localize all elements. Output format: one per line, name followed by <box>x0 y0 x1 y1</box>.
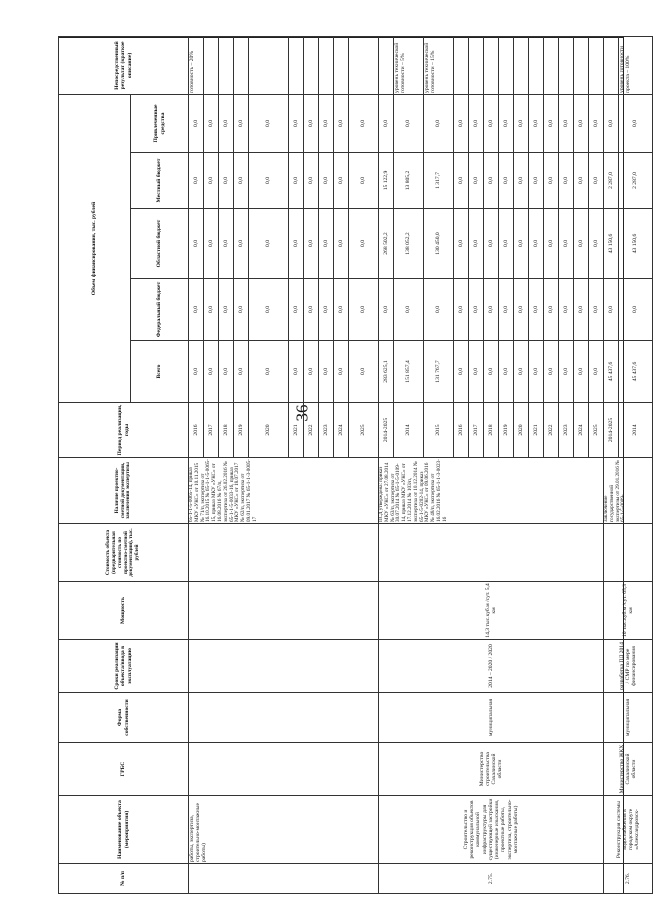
local-cell: 0,0 <box>349 153 379 209</box>
year-cell: 2014-2025 <box>604 403 619 458</box>
year-cell: 2025 <box>589 403 604 458</box>
attracted-cell: 0,0 <box>249 94 289 152</box>
federal-cell: 0,0 <box>499 279 514 341</box>
total-cell: 0,0 <box>544 341 559 403</box>
header-federal: Федеральный бюджет <box>131 279 189 341</box>
year-cell: 2019 <box>499 403 514 458</box>
header-terms: Сроки реализации объекта/ввода в эксплуатацию <box>59 640 189 693</box>
federal-cell: 0,0 <box>469 279 484 341</box>
federal-cell: 0,0 <box>514 279 529 341</box>
attracted-cell: 0,0 <box>499 94 514 152</box>
local-cell: 0,0 <box>574 153 589 209</box>
attracted-cell: 0,0 <box>379 94 394 152</box>
local-cell: 0,0 <box>499 153 514 209</box>
regional-cell: 138 052,2 <box>394 209 424 279</box>
total-cell: 0,0 <box>589 341 604 403</box>
total-cell: 0,0 <box>189 341 204 403</box>
attracted-cell: 0,0 <box>219 94 234 152</box>
regional-cell: 130 450,0 <box>424 209 454 279</box>
local-cell: 2 287,0 <box>619 153 653 209</box>
federal-cell: 0,0 <box>349 279 379 341</box>
total-cell: 45 437,6 <box>619 341 653 403</box>
header-num: № п/п <box>59 864 189 894</box>
result-cell <box>454 36 469 94</box>
regional-cell: 43 150,6 <box>619 209 653 279</box>
local-cell: 0,0 <box>544 153 559 209</box>
total-cell: 0,0 <box>204 341 219 403</box>
local-cell: 0,0 <box>234 153 249 209</box>
attracted-cell: 0,0 <box>514 94 529 152</box>
table-row <box>379 36 394 893</box>
local-cell: 0,0 <box>529 153 544 209</box>
result-cell <box>289 36 304 94</box>
federal-cell: 0,0 <box>189 279 204 341</box>
year-cell: 2023 <box>319 403 334 458</box>
local-cell: 0,0 <box>249 153 289 209</box>
year-cell: 2017 <box>204 403 219 458</box>
local-cell: 15 122,9 <box>379 153 394 209</box>
regional-cell: 0,0 <box>514 209 529 279</box>
result-cell <box>574 36 589 94</box>
header-capacity: Мощность <box>59 582 189 640</box>
total-cell: 0,0 <box>529 341 544 403</box>
attracted-cell: 0,0 <box>604 94 619 152</box>
result-cell <box>499 36 514 94</box>
federal-cell: 0,0 <box>454 279 469 341</box>
table-row <box>604 36 619 893</box>
item-cost <box>379 524 604 582</box>
year-cell: 2019 <box>234 403 249 458</box>
regional-cell: 0,0 <box>499 209 514 279</box>
cont-capacity <box>189 582 379 640</box>
cont-cost <box>189 524 379 582</box>
item-ownership: муниципальная <box>379 693 604 743</box>
table-row <box>189 36 204 893</box>
local-cell: 0,0 <box>514 153 529 209</box>
result-cell <box>349 36 379 94</box>
financing-table <box>58 36 653 894</box>
regional-cell: 0,0 <box>544 209 559 279</box>
attracted-cell: 0,0 <box>349 94 379 152</box>
year-cell: 2014 <box>619 403 653 458</box>
year-cell: 2024 <box>334 403 349 458</box>
attracted-cell: 0,0 <box>334 94 349 152</box>
result-cell <box>544 36 559 94</box>
federal-cell: 0,0 <box>424 279 454 341</box>
regional-cell: 0,0 <box>204 209 219 279</box>
attracted-cell: 0,0 <box>289 94 304 152</box>
regional-cell: 0,0 <box>529 209 544 279</box>
attracted-cell: 0,0 <box>204 94 219 152</box>
federal-cell: 0,0 <box>379 279 394 341</box>
attracted-cell: 0,0 <box>574 94 589 152</box>
attracted-cell: 0,0 <box>319 94 334 152</box>
local-cell: 0,0 <box>559 153 574 209</box>
federal-cell: 0,0 <box>319 279 334 341</box>
total-cell: 0,0 <box>454 341 469 403</box>
item-num: 2.75. <box>379 864 604 894</box>
total-cell: 45 437,6 <box>604 341 619 403</box>
regional-cell: 0,0 <box>219 209 234 279</box>
local-cell: 0,0 <box>484 153 499 209</box>
total-cell: 0,0 <box>469 341 484 403</box>
total-cell: 0,0 <box>484 341 499 403</box>
result-cell <box>219 36 234 94</box>
total-cell: 0,0 <box>574 341 589 403</box>
result-cell <box>529 36 544 94</box>
year-cell: 2020 <box>249 403 289 458</box>
result-cell: уровень технической готовности – 15% <box>424 36 454 94</box>
local-cell: 0,0 <box>334 153 349 209</box>
local-cell: 0,0 <box>289 153 304 209</box>
header-name: Наименование объекта (мероприятия) <box>59 796 189 864</box>
header-funding-group: Объем финансирования, тыс. рублей <box>59 94 131 402</box>
total-cell: 0,0 <box>289 341 304 403</box>
cont-ownership <box>189 693 379 743</box>
item-terms: разработка ПД 2014 / СМР по мере финансирования <box>604 640 653 693</box>
result-cell <box>469 36 484 94</box>
item-num: 2.76. <box>604 864 653 894</box>
item-terms: 2014 – 2020 / 2020 <box>379 640 604 693</box>
header-period: Период реализации, годы <box>59 403 189 458</box>
regional-cell: 268 502,2 <box>379 209 394 279</box>
cont-grbs <box>189 743 379 796</box>
header-total: Всего <box>131 341 189 403</box>
regional-cell: 0,0 <box>349 209 379 279</box>
header-cost: Стоимость объекта (предварительная стоимость по проектно-сметной документации), тыс. рублей <box>59 524 189 582</box>
regional-cell: 43 150,6 <box>604 209 619 279</box>
result-cell <box>249 36 289 94</box>
year-cell: 2024 <box>574 403 589 458</box>
rotated-table-container <box>58 37 641 894</box>
item-psd: Заключение государственной экспертизы от 29.01.2016 № 65-1-5-0009- <box>604 458 653 524</box>
local-cell: 2 287,0 <box>604 153 619 209</box>
result-cell <box>514 36 529 94</box>
regional-cell: 0,0 <box>234 209 249 279</box>
attracted-cell: 0,0 <box>619 94 653 152</box>
local-cell: 0,0 <box>189 153 204 209</box>
federal-cell: 0,0 <box>574 279 589 341</box>
item-grbs: Министерство строительства Сахалинской области <box>379 743 604 796</box>
local-cell: 0,0 <box>589 153 604 209</box>
year-cell: 2021 <box>529 403 544 458</box>
result-cell <box>379 36 394 94</box>
attracted-cell: 0,0 <box>559 94 574 152</box>
item-name: Реконструкция системы водоснабжения в городском округе «Александровск- <box>604 796 653 864</box>
year-cell: 2022 <box>304 403 319 458</box>
local-cell: 1 317,7 <box>424 153 454 209</box>
federal-cell: 0,0 <box>604 279 619 341</box>
item-capacity: 10 тыс.куб.м /сут. 65,3 км <box>604 582 653 640</box>
cont-result: готовность – 20% <box>189 36 204 94</box>
regional-cell: 0,0 <box>559 209 574 279</box>
result-cell <box>334 36 349 94</box>
cont-terms <box>189 640 379 693</box>
regional-cell: 0,0 <box>484 209 499 279</box>
total-cell: 0,0 <box>234 341 249 403</box>
attracted-cell: 0,0 <box>189 94 204 152</box>
header-local: Местный бюджет <box>131 153 189 209</box>
year-cell: 2018 <box>219 403 234 458</box>
header-grbs: ГРБС <box>59 743 189 796</box>
federal-cell: 0,0 <box>219 279 234 341</box>
total-cell: 283 625,1 <box>379 341 394 403</box>
year-cell: 2022 <box>544 403 559 458</box>
total-cell: 0,0 <box>349 341 379 403</box>
local-cell: 0,0 <box>469 153 484 209</box>
federal-cell: 0,0 <box>484 279 499 341</box>
regional-cell: 0,0 <box>319 209 334 279</box>
year-cell: 2018 <box>484 403 499 458</box>
federal-cell: 0,0 <box>529 279 544 341</box>
header-attracted: Привлеченные средства <box>131 94 189 152</box>
regional-cell: 0,0 <box>304 209 319 279</box>
item-grbs: Министерство ЖКХ Сахалинской области <box>604 743 653 796</box>
cont-psd: 65-1-1-5-0065-14, приказ МКУ «УКС» от 10.11.2015 № 71/п, экспертиза от 16.10.2015 № 65-1-1-5-0065-15, приказ МКУ «УКС» от 16.08.2016 № 67/п, экспертиза от 26.02.2016 № 65-1-1-5-0033-16, приказ МКУ «УКС» от 18.07.2017 № 62/п, экспертиза от 09.01.2017 № 65-1-1-3-0005-17 <box>189 458 379 524</box>
attracted-cell: 0,0 <box>424 94 454 152</box>
total-cell: 0,0 <box>334 341 349 403</box>
attracted-cell: 0,0 <box>469 94 484 152</box>
total-cell: 0,0 <box>319 341 334 403</box>
regional-cell: 0,0 <box>589 209 604 279</box>
regional-cell: 0,0 <box>189 209 204 279</box>
header-psd: Наличие проектно-сметной документации, заключения экспертизы <box>59 458 189 524</box>
year-cell: 2016 <box>454 403 469 458</box>
year-cell: 2015 <box>424 403 454 458</box>
year-cell: 2014 <box>394 403 424 458</box>
year-cell: 2025 <box>349 403 379 458</box>
regional-cell: 0,0 <box>574 209 589 279</box>
header-ownership: Форма собственности <box>59 693 189 743</box>
cont-name: работы, экспертиза, строительно-монтажные работы) <box>189 796 379 864</box>
regional-cell: 0,0 <box>289 209 304 279</box>
result-cell <box>484 36 499 94</box>
year-cell: 2021 <box>289 403 304 458</box>
total-cell: 0,0 <box>559 341 574 403</box>
attracted-cell: 0,0 <box>394 94 424 152</box>
attracted-cell: 0,0 <box>484 94 499 152</box>
result-cell <box>234 36 249 94</box>
result-cell <box>319 36 334 94</box>
header-regional: Областной бюджет <box>131 209 189 279</box>
regional-cell: 0,0 <box>469 209 484 279</box>
local-cell: 0,0 <box>204 153 219 209</box>
year-cell: 2023 <box>559 403 574 458</box>
attracted-cell: 0,0 <box>529 94 544 152</box>
header-result: Непосредственный результат (краткое описание) <box>59 36 189 94</box>
item-cost <box>604 524 653 582</box>
total-cell: 0,0 <box>514 341 529 403</box>
local-cell: 0,0 <box>454 153 469 209</box>
result-cell: уровень готовности проекта – 100% <box>619 36 653 94</box>
attracted-cell: 0,0 <box>304 94 319 152</box>
year-cell: 2016 <box>189 403 204 458</box>
total-cell: 0,0 <box>499 341 514 403</box>
federal-cell: 0,0 <box>249 279 289 341</box>
result-cell <box>304 36 319 94</box>
federal-cell: 0,0 <box>544 279 559 341</box>
item-ownership: муниципальная <box>604 693 653 743</box>
cont-num <box>189 864 379 894</box>
year-cell: 2014-2025 <box>379 403 394 458</box>
federal-cell: 0,0 <box>234 279 249 341</box>
federal-cell: 0,0 <box>394 279 424 341</box>
page-number: 36 <box>292 404 312 422</box>
regional-cell: 0,0 <box>334 209 349 279</box>
year-cell: 2020 <box>514 403 529 458</box>
total-cell: 0,0 <box>219 341 234 403</box>
item-psd: ПСД утверждена: приказ МКУ «УКС» от 27.08.2014 № 63/п, экспертиза от 30.07.2014 № 65-1-5-0109-14, приказ МКУ «УКС» от 17.12.2014 № 103/п, экспертиза от 10.12.2014 № 65-1-5-0202-14, приказ МКУ «УКС» от 09.06.2016 № 48/п, экспертиза от 16.02.2016 № 65-1-1-3-0023-16 <box>379 458 604 524</box>
total-cell: 0,0 <box>249 341 289 403</box>
local-cell: 0,0 <box>219 153 234 209</box>
attracted-cell: 0,0 <box>234 94 249 152</box>
attracted-cell: 0,0 <box>544 94 559 152</box>
federal-cell: 0,0 <box>334 279 349 341</box>
total-cell: 151 857,4 <box>394 341 424 403</box>
attracted-cell: 0,0 <box>589 94 604 152</box>
federal-cell: 0,0 <box>204 279 219 341</box>
total-cell: 131 767,7 <box>424 341 454 403</box>
federal-cell: 0,0 <box>289 279 304 341</box>
federal-cell: 0,0 <box>304 279 319 341</box>
regional-cell: 0,0 <box>249 209 289 279</box>
local-cell: 0,0 <box>304 153 319 209</box>
result-cell <box>604 36 619 94</box>
federal-cell: 0,0 <box>619 279 653 341</box>
result-cell <box>204 36 219 94</box>
attracted-cell: 0,0 <box>454 94 469 152</box>
result-cell <box>589 36 604 94</box>
local-cell: 0,0 <box>319 153 334 209</box>
item-name: Строительство и реконструкция объектов коммунальной инфраструктуры для существующей застройки (инженерные изыскания, проектные работы, экспертиза, строительно-монтажные работы) <box>379 796 604 864</box>
federal-cell: 0,0 <box>589 279 604 341</box>
year-cell: 2017 <box>469 403 484 458</box>
item-capacity: 14,3 тыс.куб.м /сут. 5,4 км <box>379 582 604 640</box>
result-cell <box>559 36 574 94</box>
regional-cell: 0,0 <box>454 209 469 279</box>
result-cell: уровень технической готовности – 5% <box>394 36 424 94</box>
total-cell: 0,0 <box>304 341 319 403</box>
local-cell: 13 805,2 <box>394 153 424 209</box>
federal-cell: 0,0 <box>559 279 574 341</box>
